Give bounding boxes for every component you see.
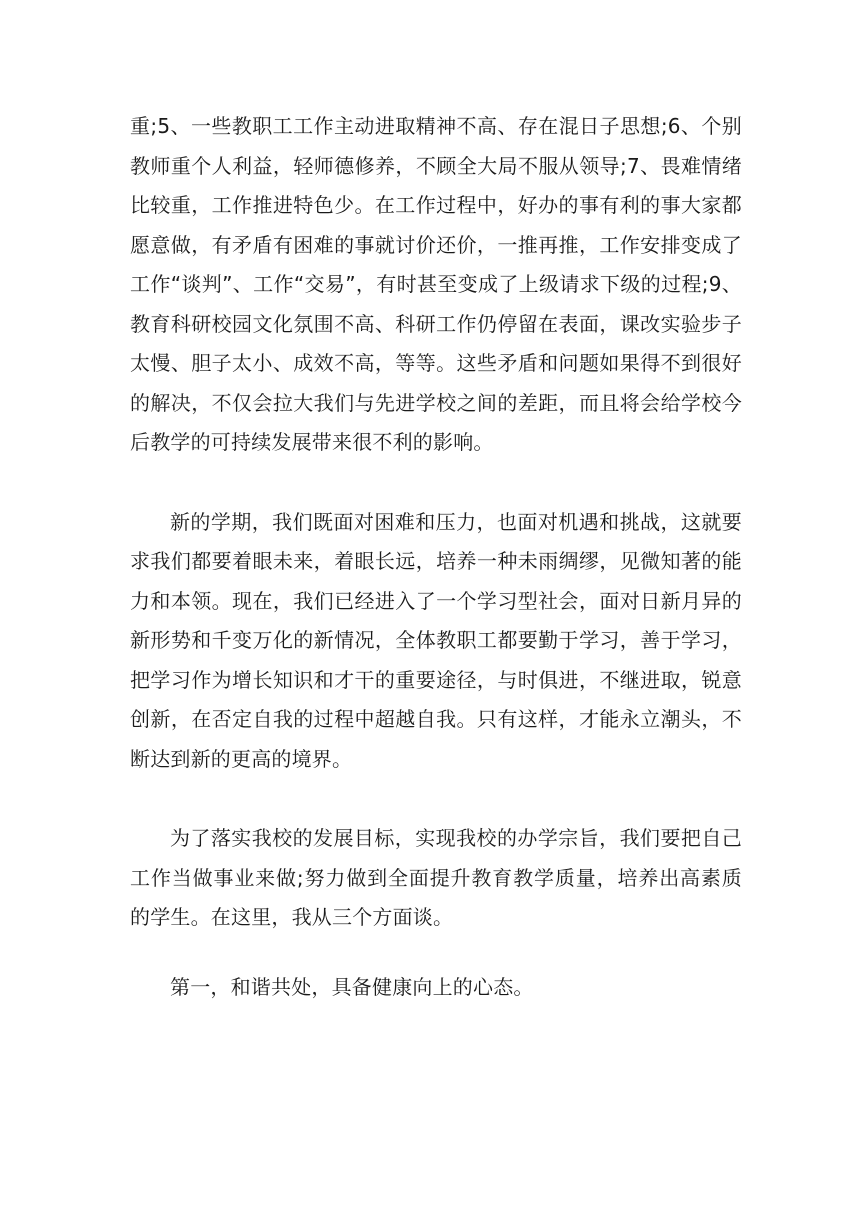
paragraph-continuation: 重;5、一些教职工工作主动进取精神不高、存在混日子思想;6、个别教师重个人利益，轻师德修养，不顾全大局不服从领导;7、畏难情绪比较重，工作推进特色少。在工作过程中，好办的事有利的事大家都愿意做，有矛盾有困难的事就讨价还价，一推再推，工作安排变成了工作“谈判”、工作“交易”，有时甚至变成了上级请求下级的过程;9、教育科研校园文化氛围不高、科研工作仍停留在表面，课改实验步子太慢、胆子太小、成效不高，等等。这些矛盾和问题如果得不到很好的解决，不仅会拉大我们与先进学校之间的差距，而且将会给学校今后教学的可持续发展带来很不利的影响。: [130, 114, 742, 454]
document-body: [130, 107, 742, 1007]
paragraph-goals: 为了落实我校的发展目标，实现我校的办学宗旨，我们要把自己工作当做事业来做;努力做到全面提升教育教学质量，培养出高素质的学生。在这里，我从三个方面谈。: [130, 826, 742, 929]
paragraph-new-semester: 新的学期，我们既面对困难和压力，也面对机遇和挑战，这就要求我们都要着眼未来，着眼长远，培养一种未雨绸缪，见微知著的能力和本领。现在，我们已经进入了一个学习型社会，面对日新月异的新形势和千变万化的新情况，全体教职工都要勤于学习，善于学习，把学习作为增长知识和才干的重要途径，与时俱进，不继进取，锐意创新，在否定自我的过程中超越自我。只有这样，才能永立潮头，不断达到新的更高的境界。: [130, 509, 742, 771]
paragraph-point-one: 第一，和谐共处，具备健康向上的心态。: [170, 974, 534, 999]
